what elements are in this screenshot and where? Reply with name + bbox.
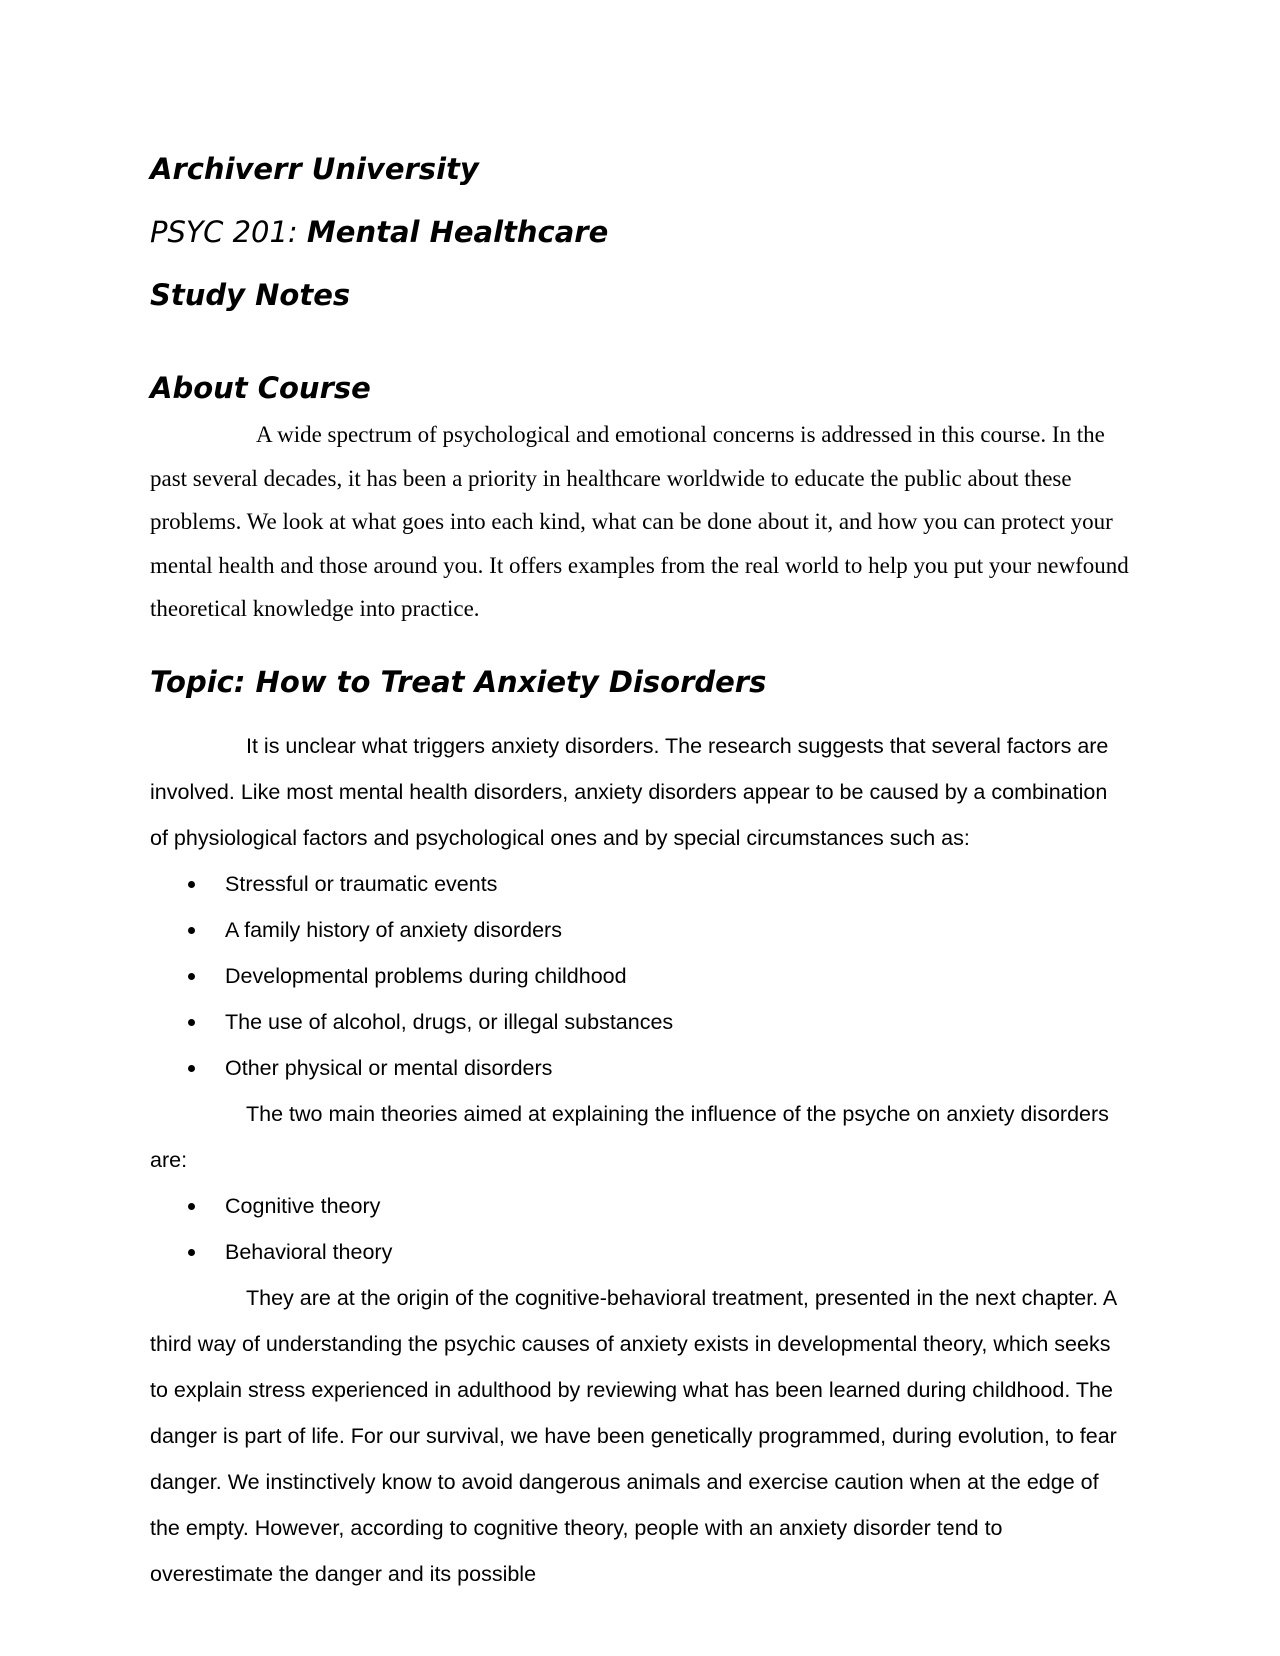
bullet-icon: [188, 881, 195, 888]
about-course-text: A wide spectrum of psychological and emotional concerns is addressed in this course. In the past several decades, it has been a priority in healthcare worldwide to educate the public about these problems. We look at what goes into each kind, what can be done about it, and how you can protect your mental health and those around you. It offers examples from the real world to help you put your newfound theoretical knowledge into practice.: [150, 422, 1129, 621]
closing-paragraph: They are at the origin of the cognitive-behavioral treatment, presented in the next chapter. A third way of understanding the psychic causes of anxiety exists in developmental theory, which seeks to explain stress experienced in adulthood by reviewing what has been learned during childhood. The danger is part of life. For our survival, we have been genetically programmed, during evolution, to fear danger. We instinctively know to avoid dangerous animals and exercise caution when at the edge of the empty. However, according to cognitive theory, people with an anxiety disorder tend to overestimate the danger and its possible: [150, 1285, 1117, 1586]
bullet-icon: [188, 927, 195, 934]
theories-intro-paragraph: The two main theories aimed at explaining the influence of the psyche on anxiety disorders are:: [150, 1101, 1109, 1172]
course-title: [150, 201, 1130, 264]
list-item: Cognitive theory: [150, 1183, 1130, 1229]
document-type: Study Notes: [150, 278, 351, 312]
bullet-icon: [188, 1065, 195, 1072]
bullet-icon: [188, 1019, 195, 1026]
document-page: [150, 138, 1130, 1597]
factors-list: [150, 861, 1130, 1091]
list-item: Behavioral theory: [150, 1229, 1130, 1275]
course-code: PSYC 201:: [150, 215, 298, 249]
topic-heading: Topic: How to Treat Anxiety Disorders: [150, 664, 767, 699]
list-item: A family history of anxiety disorders: [150, 907, 1130, 953]
university-title: Archiverr University: [150, 152, 479, 186]
bullet-icon: [188, 1249, 195, 1256]
topic-intro-paragraph: It is unclear what triggers anxiety disorders. The research suggests that several factors are involved. Like most mental health disorders, anxiety disorders appear to be caused by a combination of physiological factors and psychological ones and by special circumstances such as:: [150, 733, 1109, 850]
theories-list: [150, 1183, 1130, 1275]
bullet-icon: [188, 1203, 195, 1210]
bullet-icon: [188, 973, 195, 980]
course-name: Mental Healthcare: [306, 215, 609, 249]
list-item: Other physical or mental disorders: [150, 1045, 1130, 1091]
list-item: Developmental problems during childhood: [150, 953, 1130, 999]
about-course-heading: About Course: [150, 371, 371, 405]
list-item: Stressful or traumatic events: [150, 861, 1130, 907]
list-item: The use of alcohol, drugs, or illegal substances: [150, 999, 1130, 1045]
